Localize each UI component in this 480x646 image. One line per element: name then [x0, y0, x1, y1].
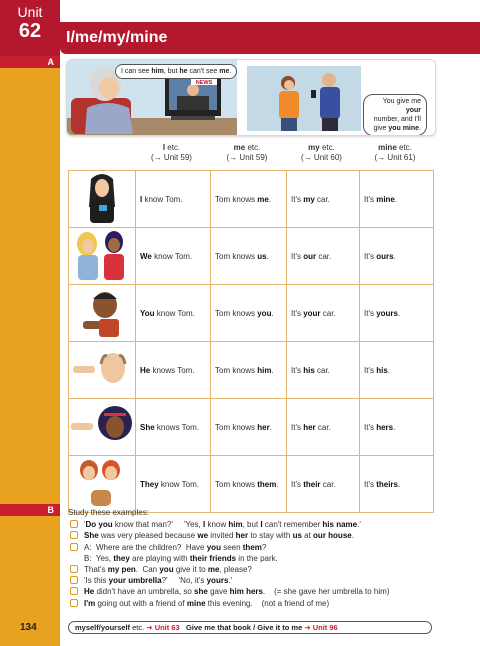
- cell-text: .: [271, 308, 274, 318]
- example-text: [84, 519, 361, 530]
- cell-text: car.: [314, 194, 330, 204]
- bold-word: your umbrella: [108, 576, 162, 586]
- cell-text: Tom knows: [215, 194, 258, 204]
- cell-subject: [136, 342, 211, 399]
- cell-possessive-pron: [360, 456, 434, 513]
- footer-link-unit-96[interactable]: Unit 96: [312, 623, 338, 632]
- example-item: [68, 553, 468, 564]
- row-picture: [69, 399, 136, 456]
- row-picture: [69, 285, 136, 342]
- bold-word: I: [140, 194, 143, 204]
- cell-possessive-pron: [360, 171, 434, 228]
- row-picture: [69, 456, 136, 513]
- plain-text: . Can: [135, 565, 160, 575]
- cell-object: [211, 399, 287, 456]
- cell-text: .: [398, 308, 401, 318]
- plain-text: this evening. (not a friend of me): [205, 598, 330, 608]
- cell-subject: [136, 456, 211, 513]
- cell-text: It's: [364, 251, 377, 261]
- example-text: [84, 553, 278, 564]
- pointing-hand: [83, 321, 101, 329]
- cell-possessive-pron: [360, 285, 434, 342]
- cell-text: It's: [291, 194, 304, 204]
- plain-text: . (= she gave her umbrella to him): [262, 587, 390, 597]
- illustration-panel: [66, 59, 436, 136]
- plain-text: know: [205, 520, 229, 530]
- bold-word: We: [140, 251, 152, 261]
- cell-possessive-pron: [360, 399, 434, 456]
- bold-word: She: [140, 422, 155, 432]
- row-picture: [69, 342, 136, 399]
- column-heading-my: [285, 143, 358, 163]
- cell-text: knows Tom.: [154, 422, 199, 432]
- bold-word: hers: [376, 422, 394, 432]
- cell-object: [211, 285, 287, 342]
- cell-text: know Tom.: [151, 251, 193, 261]
- page-number: 134: [20, 622, 37, 633]
- phone-icon: [311, 90, 316, 98]
- column-heading-me: [209, 143, 285, 163]
- woman-body: [85, 103, 133, 134]
- cell-object: [211, 228, 287, 285]
- cell-text: Tom knows: [215, 479, 258, 489]
- headband: [104, 413, 126, 416]
- cell-text: .: [269, 422, 272, 432]
- person-you-illustration: [69, 285, 135, 339]
- arrow-right-icon: ➜: [146, 623, 153, 632]
- heading-ref: (→ Unit 59): [226, 153, 268, 162]
- bold-word: Do you: [85, 520, 113, 530]
- examples-list: [68, 519, 468, 609]
- plain-text: at: [301, 531, 314, 541]
- bold-word: his name: [322, 520, 358, 530]
- cell-text: Tom knows: [215, 308, 258, 318]
- bold-word: ours: [376, 251, 394, 261]
- man-body: [320, 87, 340, 119]
- left-margin: [0, 0, 60, 646]
- heading-suffix: etc.: [165, 143, 181, 152]
- unit-number: 62: [18, 20, 42, 42]
- hands: [99, 205, 107, 211]
- bold-word: my pen: [107, 565, 136, 575]
- people-we-illustration: [69, 228, 135, 282]
- heading-ref: (→ Unit 59): [151, 153, 192, 162]
- cell-text: Tom knows: [215, 251, 258, 261]
- bubble1-bold: him: [151, 68, 164, 75]
- cell-text: It's: [291, 308, 304, 318]
- cell-text: It's: [364, 365, 377, 375]
- example-item: [68, 598, 468, 609]
- bubble2-bold: you mine: [388, 125, 420, 132]
- plain-text: in the park.: [236, 553, 278, 563]
- face: [106, 416, 124, 438]
- bold-word: we: [197, 531, 209, 541]
- cell-object: [211, 171, 287, 228]
- footer-text: etc.: [130, 623, 147, 632]
- bold-word: him: [257, 365, 272, 375]
- pointing-hand: [73, 366, 95, 373]
- pointing-hand: [91, 490, 111, 506]
- cell-text: car.: [320, 308, 336, 318]
- plain-text: .': [357, 520, 361, 530]
- plain-text: ': [84, 520, 86, 530]
- cell-text: .: [268, 194, 272, 204]
- bold-word: I'm: [84, 598, 96, 608]
- bold-word: you: [159, 565, 174, 575]
- bold-word: she: [194, 587, 208, 597]
- bold-word: me: [257, 194, 269, 204]
- bold-word: me: [207, 565, 220, 575]
- bold-word: you: [206, 542, 221, 552]
- cell-text: Tom knows: [215, 365, 258, 375]
- checkbox-icon: [70, 543, 78, 551]
- plain-text: ?: [261, 542, 267, 552]
- plain-text: gave: [207, 587, 230, 597]
- bold-word: her: [235, 531, 249, 541]
- plain-text: , please?: [219, 565, 252, 575]
- bubble1-text: can't see: [187, 68, 220, 75]
- cell-text: car.: [315, 422, 331, 432]
- heading-ref: (→ Unit 61): [374, 153, 416, 162]
- table-row: [69, 171, 434, 228]
- checkbox-icon: [70, 520, 78, 528]
- table-row: [69, 285, 434, 342]
- cell-possessive-pron: [360, 342, 434, 399]
- cell-subject: [136, 285, 211, 342]
- plain-text: can't remember: [262, 520, 323, 530]
- plain-text: That's: [84, 565, 108, 575]
- cell-object: [211, 456, 287, 513]
- heading-suffix: etc.: [245, 143, 261, 152]
- bold-word: She: [84, 531, 99, 541]
- tv-stand: [171, 116, 215, 120]
- heading-label: me: [233, 143, 246, 152]
- bold-word: their: [303, 479, 321, 489]
- table-row: [69, 342, 434, 399]
- speech-bubble-1: [115, 64, 237, 79]
- bubble2-bold: your: [405, 107, 421, 114]
- bold-word: them: [257, 479, 277, 489]
- heading-label: I: [162, 143, 166, 152]
- cell-text: .: [394, 194, 398, 204]
- bold-word: mine: [376, 194, 395, 204]
- bold-word: You: [140, 308, 155, 318]
- bold-word: her: [257, 422, 270, 432]
- cross-reference-footer: [68, 621, 432, 634]
- row-picture: [69, 171, 136, 228]
- plain-text: give it to: [173, 565, 208, 575]
- unit-badge: [0, 0, 60, 60]
- plain-text: 'Is this: [84, 576, 109, 586]
- cell-text: .: [398, 479, 401, 489]
- example-text: [84, 564, 252, 575]
- woman-face: [99, 77, 119, 99]
- bold-word: our: [303, 251, 317, 261]
- face: [105, 466, 117, 480]
- example-text: [84, 542, 266, 553]
- cell-text: It's: [291, 251, 304, 261]
- bold-word: yours: [376, 308, 398, 318]
- pronoun-table: [68, 170, 434, 513]
- cell-text: .: [393, 251, 396, 261]
- table-row: [69, 399, 434, 456]
- man-head: [322, 73, 336, 87]
- example-item: [68, 519, 468, 530]
- cell-text: It's: [364, 422, 377, 432]
- person-i-illustration: [69, 171, 135, 225]
- checkbox-icon: [70, 576, 78, 584]
- example-item: [68, 564, 468, 575]
- example-text: [84, 586, 389, 597]
- footer-text: myself/yourself: [75, 623, 131, 632]
- plain-text: are playing with: [129, 553, 190, 563]
- section-b-tag: B: [0, 504, 60, 516]
- unit-word: Unit: [17, 4, 43, 20]
- plain-text: .: [351, 531, 354, 541]
- cell-object: [211, 342, 287, 399]
- bold-word: I: [203, 520, 206, 530]
- bold-word: us: [257, 251, 267, 261]
- cell-text: car.: [320, 479, 336, 489]
- checkbox-icon: [70, 565, 78, 573]
- cell-text: Tom knows: [215, 422, 258, 432]
- footer-link-unit-63[interactable]: Unit 63: [154, 623, 180, 632]
- checkbox-icon: [70, 587, 78, 595]
- plain-text: A: Where are the children? Have: [84, 542, 207, 552]
- plain-text: was very pleased because: [98, 531, 198, 541]
- cell-text: car.: [314, 365, 330, 375]
- heading-ref: (→ Unit 60): [301, 153, 342, 162]
- person-he-illustration: [69, 342, 135, 396]
- face: [83, 466, 95, 480]
- body: [104, 254, 124, 280]
- bold-word: your: [303, 308, 321, 318]
- table-row: [69, 228, 434, 285]
- tv-news-label: NEWS: [195, 80, 213, 86]
- cell-possessive-adj: [287, 171, 360, 228]
- footer-text: Give me that book / Give it to me: [185, 623, 305, 632]
- bold-word: you: [257, 308, 272, 318]
- face: [108, 238, 120, 252]
- bold-word: yours: [206, 576, 229, 586]
- example-item: [68, 542, 468, 553]
- man-legs: [322, 118, 338, 131]
- cell-subject: [136, 399, 211, 456]
- plain-text: know that man?' 'Yes,: [112, 520, 204, 530]
- plain-text: to stay with: [248, 531, 293, 541]
- bold-word: theirs: [376, 479, 398, 489]
- checkbox-icon: [70, 599, 78, 607]
- cell-text: know Tom.: [158, 479, 199, 489]
- body: [99, 319, 119, 337]
- news-anchor-body: [177, 96, 209, 110]
- speech-bubble-2: [363, 94, 427, 136]
- hair: [93, 293, 117, 299]
- plain-text: going out with a friend of: [95, 598, 187, 608]
- plain-text: B: Yes,: [84, 553, 114, 563]
- face: [95, 179, 109, 197]
- plain-text: , but: [242, 520, 261, 530]
- cell-subject: [136, 228, 211, 285]
- person-she-illustration: [69, 399, 135, 453]
- cell-text: knows Tom.: [150, 365, 195, 375]
- bubble2-text: You give me: [382, 98, 421, 105]
- bold-word: He: [140, 365, 151, 375]
- heading-suffix: etc.: [396, 143, 412, 152]
- bold-word: him: [228, 520, 243, 530]
- plain-text: invited: [208, 531, 236, 541]
- cell-text: .: [276, 479, 279, 489]
- bold-word: my: [303, 194, 315, 204]
- face: [82, 239, 94, 253]
- woman2-face: [284, 80, 294, 90]
- street-bg: [247, 66, 361, 131]
- bold-word: they: [113, 553, 130, 563]
- row-picture: [69, 228, 136, 285]
- cell-text: know Tom.: [142, 194, 183, 204]
- plain-text: seen: [220, 542, 243, 552]
- cell-possessive-adj: [287, 342, 360, 399]
- column-heading-mine: [358, 143, 432, 163]
- cell-text: It's: [364, 308, 377, 318]
- bold-word: them: [242, 542, 262, 552]
- bold-word: us: [292, 531, 302, 541]
- cell-text: car.: [316, 251, 332, 261]
- checkbox-icon: [70, 531, 78, 539]
- section-a-tag: A: [0, 56, 60, 68]
- pointing-hand: [71, 423, 93, 430]
- bubble1-text: .: [229, 68, 232, 75]
- cell-text: know Tom.: [154, 308, 195, 318]
- cell-text: It's: [364, 479, 377, 489]
- cell-text: .: [266, 251, 269, 261]
- examples-section: [68, 507, 468, 609]
- example-text: [84, 598, 329, 609]
- example-item: [68, 575, 468, 586]
- examples-intro: Study these examples:: [68, 508, 149, 517]
- bold-word: mine: [186, 598, 206, 608]
- plain-text: didn't have an umbrella, so: [94, 587, 195, 597]
- bold-word: his: [303, 365, 315, 375]
- example-text: [84, 575, 232, 586]
- cell-subject: [136, 171, 211, 228]
- cell-text: .: [393, 422, 396, 432]
- plain-text: ?' 'No, it's: [161, 576, 207, 586]
- people-they-illustration: [69, 456, 135, 510]
- cell-possessive-adj: [287, 285, 360, 342]
- heading-label: mine: [378, 143, 397, 152]
- arrow-right-icon: ➜: [304, 623, 311, 632]
- woman2-legs: [281, 118, 297, 131]
- bold-word: their friends: [189, 553, 237, 563]
- bubble1-text: , but: [163, 68, 180, 75]
- cell-text: It's: [364, 194, 377, 204]
- bubble2-text: number, and I'll: [373, 116, 421, 123]
- woman2-body: [279, 91, 299, 119]
- bold-word: our house: [313, 531, 352, 541]
- page-title: I/me/my/mine: [66, 29, 168, 46]
- bubble1-bold: me: [219, 68, 230, 75]
- bubble2-text: .: [419, 125, 421, 132]
- heading-suffix: etc.: [319, 143, 335, 152]
- cell-possessive-adj: [287, 399, 360, 456]
- title-bar: [60, 22, 480, 54]
- heading-label: my: [308, 143, 320, 152]
- bubble1-bold: he: [179, 68, 188, 75]
- bubble2-text: give: [373, 125, 389, 132]
- cell-text: It's: [291, 479, 304, 489]
- bold-word: I: [260, 520, 263, 530]
- cell-possessive-adj: [287, 228, 360, 285]
- bold-word: her: [303, 422, 316, 432]
- column-heading-i: [134, 143, 209, 163]
- cell-possessive-adj: [287, 456, 360, 513]
- cell-possessive-pron: [360, 228, 434, 285]
- plain-text: .': [228, 576, 233, 586]
- bubble1-text: I can see: [121, 68, 152, 75]
- body: [78, 255, 98, 280]
- example-text: [84, 530, 354, 541]
- example-item: [68, 530, 468, 541]
- table-row: [69, 456, 434, 513]
- bold-word: his: [376, 365, 388, 375]
- cell-text: It's: [291, 365, 304, 375]
- bold-word: him hers: [229, 587, 263, 597]
- cell-text: .: [387, 365, 390, 375]
- cell-text: It's: [291, 422, 304, 432]
- bold-word: He: [84, 587, 95, 597]
- example-item: [68, 586, 468, 597]
- bold-word: They: [140, 479, 159, 489]
- cell-text: .: [271, 365, 274, 375]
